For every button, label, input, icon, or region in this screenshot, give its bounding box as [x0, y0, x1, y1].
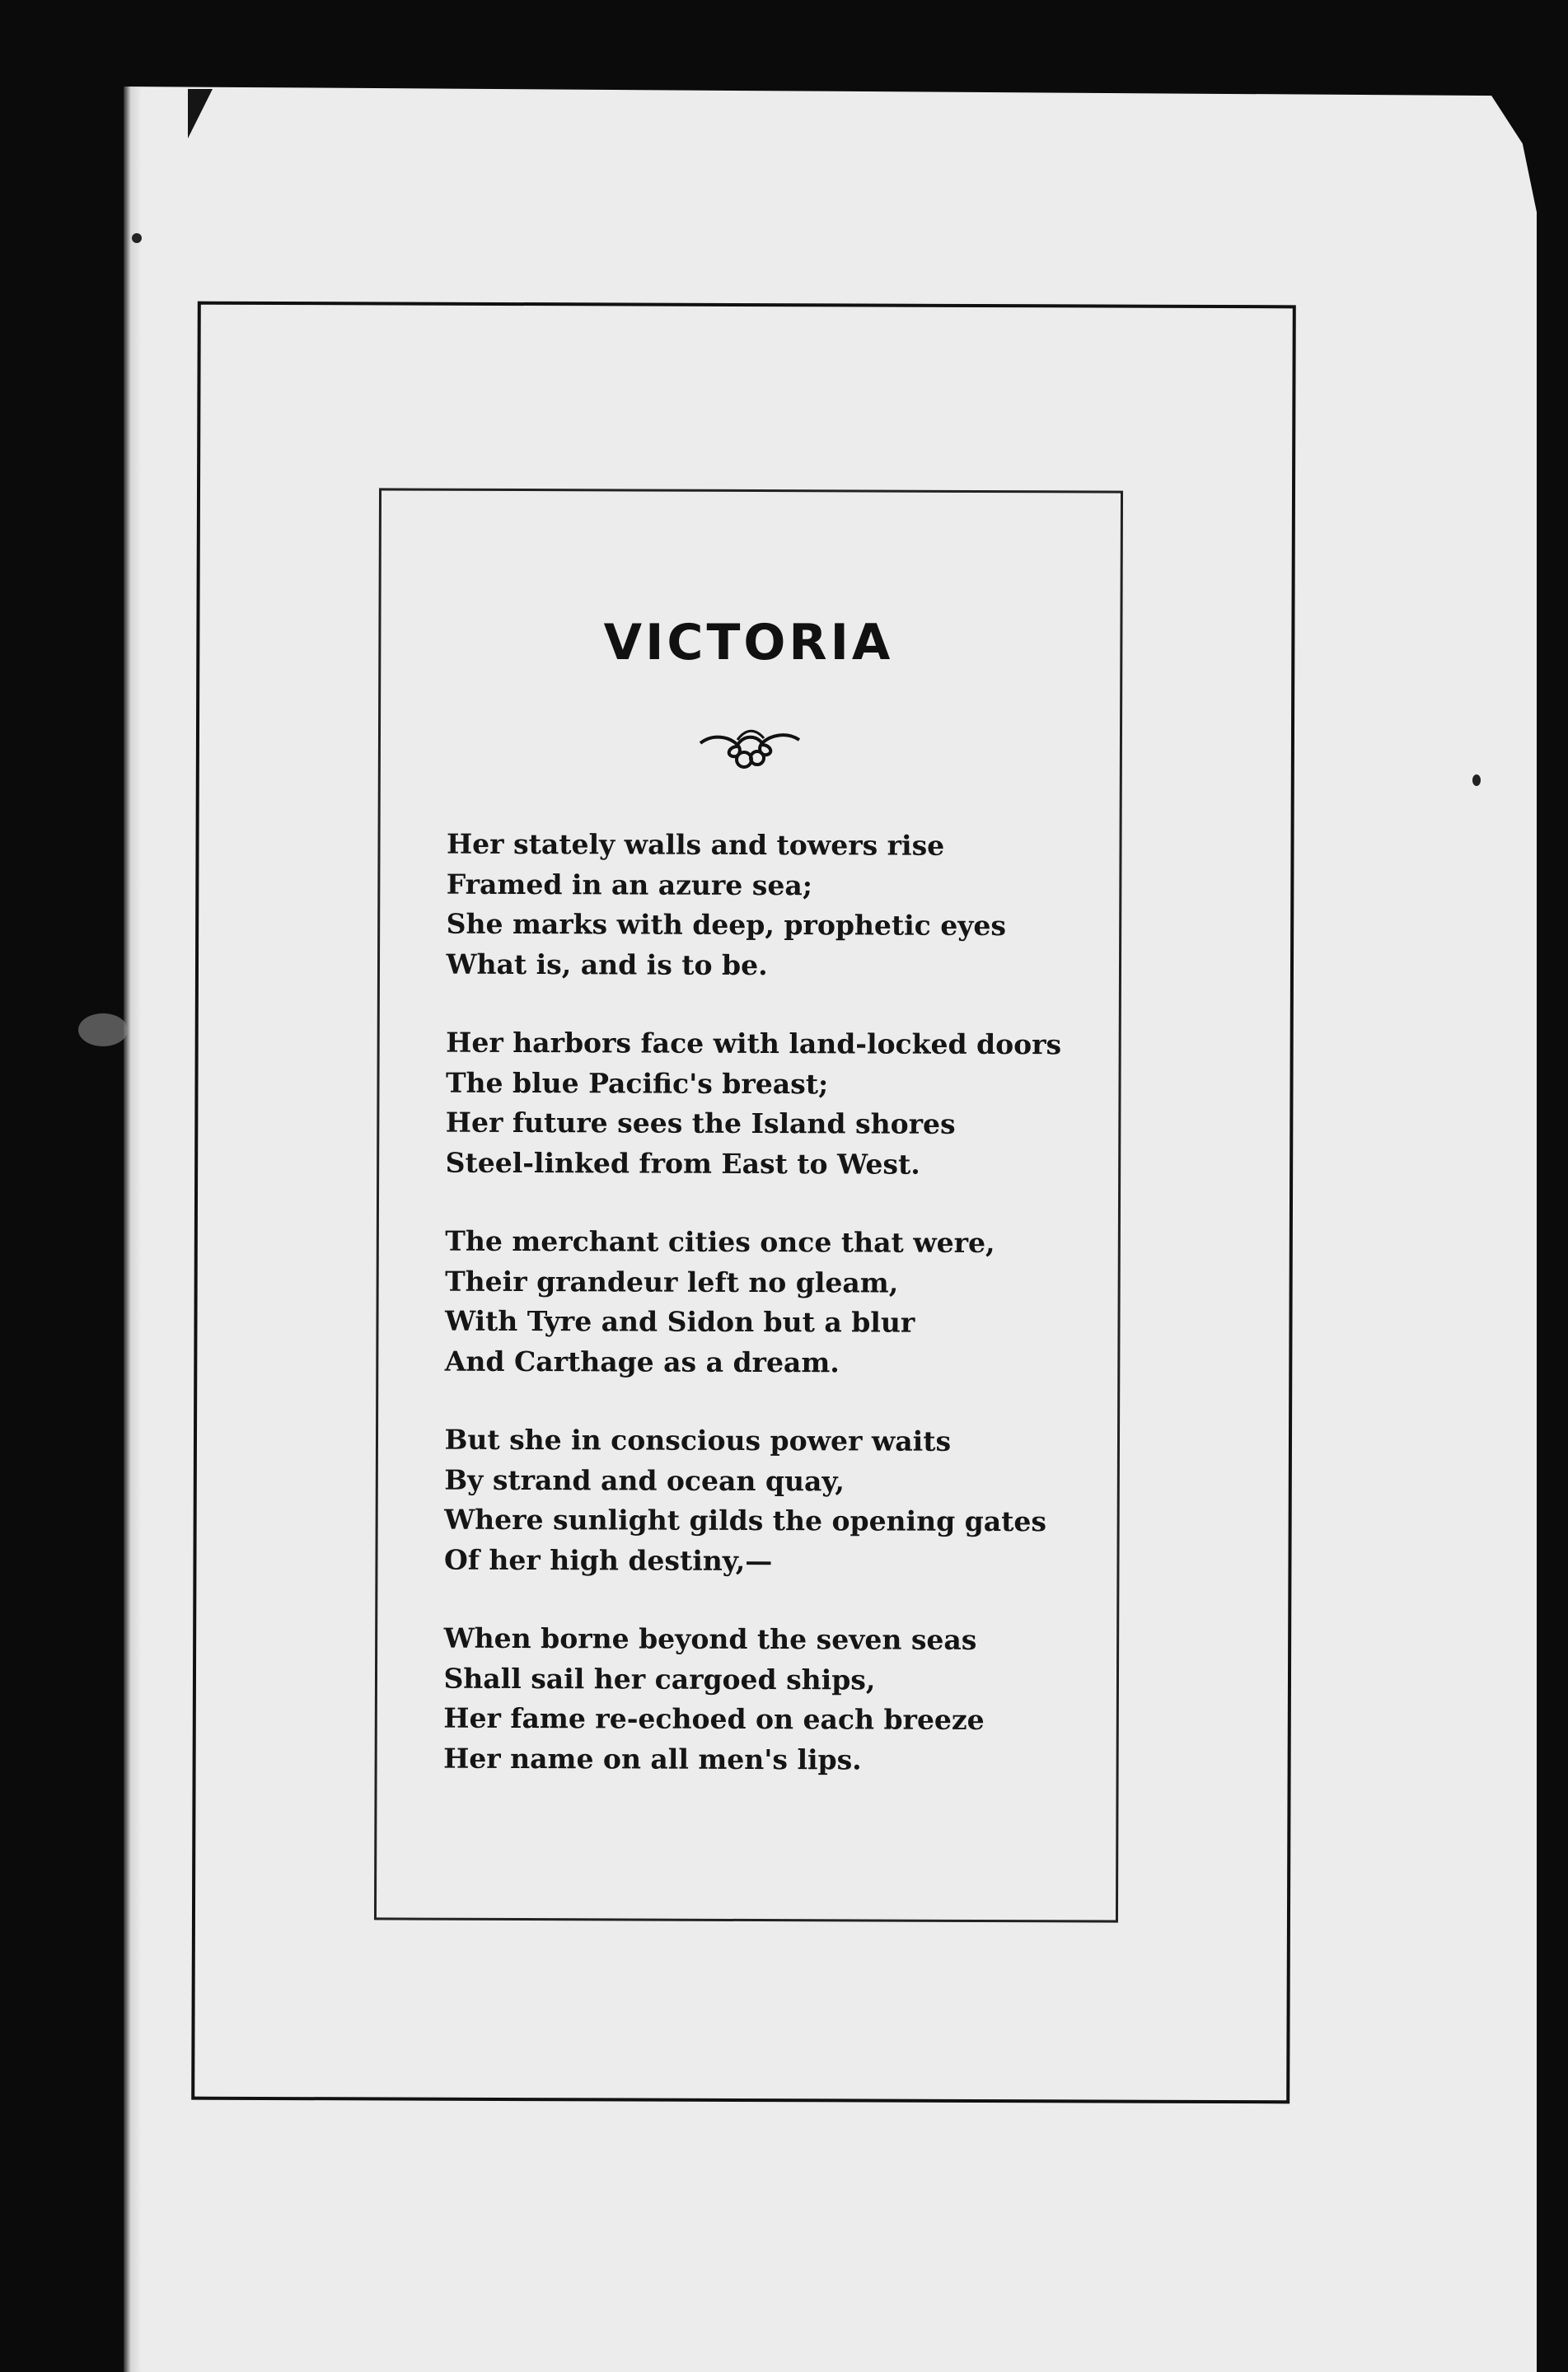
poem-line: Framed in an azure sea; — [446, 868, 813, 901]
poem-line: But she in conscious power waits — [444, 1423, 952, 1457]
stanza — [444, 1420, 1071, 1583]
stanza — [445, 1222, 1072, 1384]
poem-line: Shall sail her cargoed ships, — [443, 1662, 876, 1696]
poem-line: The blue Pacific's breast; — [445, 1066, 829, 1100]
poem-line: Her fame re-echoed on each breeze — [443, 1701, 985, 1736]
dust-speck — [78, 1013, 128, 1046]
dust-speck — [132, 233, 142, 243]
poem-body — [443, 825, 1073, 1820]
poem-line: With Tyre and Sidon but a blur — [444, 1304, 915, 1339]
poem-line: Her stately walls and towers rise — [446, 827, 945, 862]
poem-line: Where sunlight gilds the opening gates — [444, 1503, 1047, 1538]
poem-title: VICTORIA — [603, 614, 894, 671]
poem-line: Their grandeur left no gleam, — [445, 1265, 899, 1299]
poem-line: Her name on all men's lips. — [443, 1742, 862, 1775]
poem-line: What is, and is to be. — [446, 947, 768, 981]
poem-line: She marks with deep, prophetic eyes — [446, 907, 1007, 943]
stanza — [443, 1619, 1070, 1781]
dust-speck — [1472, 774, 1481, 786]
poem-line: Her future sees the Island shores — [445, 1106, 956, 1140]
poem-line: Her harbors face with land-locked doors — [446, 1026, 1062, 1061]
poem-line: Of her high destiny,— — [443, 1543, 773, 1577]
sheet-edge-shadow — [124, 87, 142, 2372]
stanza — [446, 825, 1073, 987]
poem-line: When borne beyond the seven seas — [443, 1621, 977, 1656]
poem-line: By strand and ocean quay, — [444, 1463, 845, 1497]
stanza — [446, 1023, 1073, 1186]
poem-line: Steel-linked from East to West. — [445, 1146, 920, 1181]
poem-line: The merchant cities once that were, — [445, 1224, 995, 1260]
folded-corner — [188, 89, 213, 138]
poem-line: And Carthage as a dream. — [444, 1345, 840, 1378]
floral-scroll-ornament-icon — [696, 725, 803, 774]
